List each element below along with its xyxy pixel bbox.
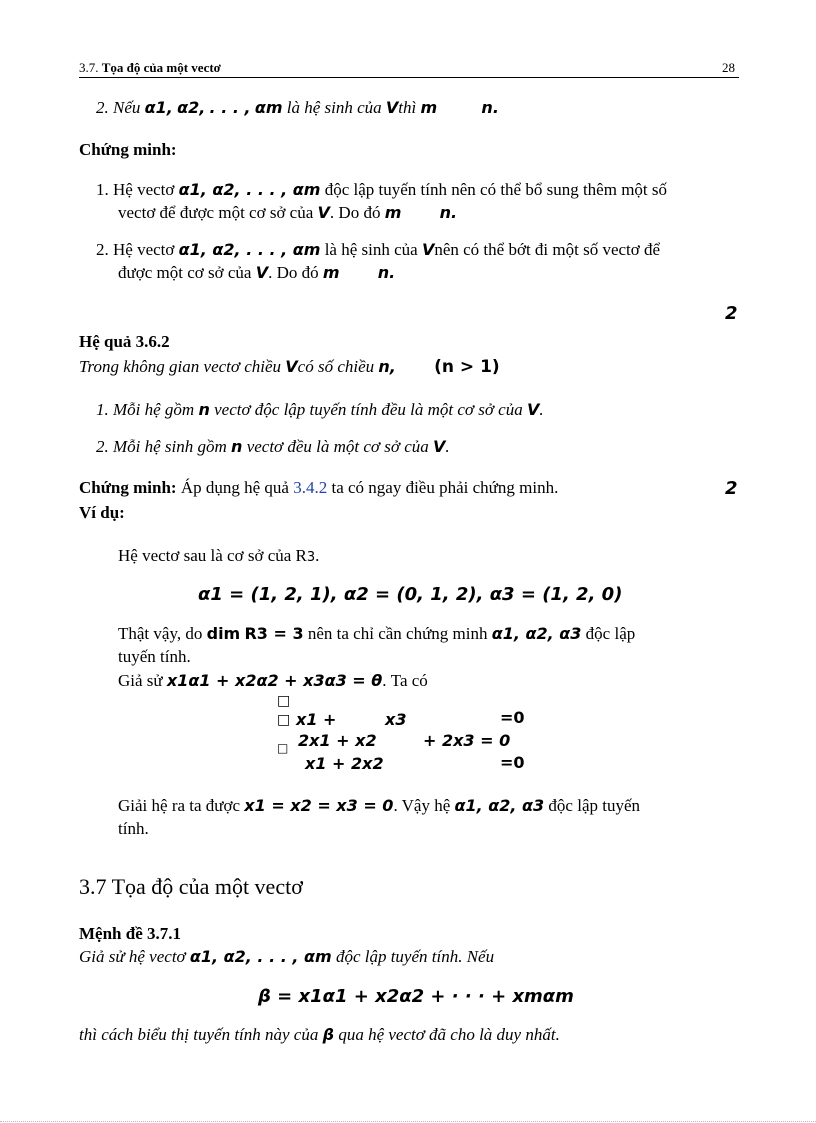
- math-vector-system: α1, α2, α3: [454, 796, 545, 815]
- math-n: n.: [377, 263, 396, 282]
- item-text: thì cách biểu thị tuyến tính này của: [79, 1025, 319, 1044]
- item-text: Áp dụng hệ quả: [180, 478, 289, 497]
- math-V: V: [255, 263, 269, 282]
- proposition-conclusion: [79, 1025, 560, 1045]
- item-text: . Ta có: [382, 671, 428, 690]
- math-V: V: [421, 240, 435, 259]
- example-line-6: [118, 796, 640, 816]
- header-section-prefix: 3.7.: [79, 60, 99, 75]
- corollary-statement: [79, 357, 500, 377]
- system-row-2-b: + 2x3 = 0: [423, 731, 511, 750]
- math-m: m: [384, 203, 402, 222]
- item-text: 1. Hệ vectơ: [96, 180, 175, 199]
- brace-placeholder-icon: □: [277, 712, 291, 728]
- system-row-2-a: 2x1 + x2: [298, 731, 377, 750]
- theorem-item-2: [96, 98, 499, 118]
- math-V: V: [385, 98, 399, 117]
- item-text: . Do đó: [329, 203, 381, 222]
- item-text: 2. Mỗi hệ sinh gồm: [96, 437, 227, 456]
- math-n: n.: [481, 98, 499, 117]
- item-text: là hệ sinh của: [324, 240, 418, 259]
- proposition-title: Mệnh đề 3.7.1: [79, 924, 181, 943]
- item-text: .: [315, 546, 320, 565]
- corollary-item-2: [96, 437, 450, 457]
- header-rule: [79, 77, 739, 78]
- math-n: n,: [378, 357, 396, 376]
- item-text: Giả sử hệ vectơ: [79, 947, 186, 966]
- math-beta: β: [322, 1025, 335, 1044]
- item-text: . Vậy hệ: [393, 796, 451, 815]
- item-text: nên ta chỉ cần chứng minh: [307, 624, 488, 643]
- example-title: Ví dụ:: [79, 503, 125, 522]
- proof-title: Chứng minh:: [79, 140, 177, 159]
- section-heading: 3.7 Tọa độ của một vectơ: [79, 874, 303, 899]
- math-dots: . . . ,: [209, 98, 251, 117]
- header-section-title: Tọa độ của một vectơ: [101, 60, 221, 75]
- qed-mark: 2: [725, 303, 738, 324]
- item-text: vectơ độc lập tuyến tính đều là một cơ sở của: [214, 400, 523, 419]
- qed-mark: 2: [725, 478, 738, 499]
- proposition-statement: [79, 947, 494, 967]
- page-number: 28: [722, 60, 735, 75]
- math-vector-system: α1, α2, α3: [491, 624, 582, 643]
- item-text: ta có ngay điều phải chứng minh.: [331, 478, 559, 497]
- proof-title: Chứng minh:: [79, 478, 177, 497]
- math-R3: R3 = 3: [244, 624, 304, 643]
- item-text: Trong không gian vectơ chiều: [79, 357, 282, 376]
- item-text: vectơ đều là một cơ sở của: [246, 437, 429, 456]
- proof-item-1-line1: [96, 180, 667, 200]
- item-text: nên có thể bớt đi một số vectơ để: [434, 240, 661, 259]
- item-text: độc lập tuyến tính nên có thể bổ sung thêm một số: [324, 180, 668, 199]
- brace-placeholder-icon: □: [277, 693, 291, 709]
- item-text: độc lập tuyến tính. Nếu: [335, 947, 495, 966]
- math-linear-combination: x1α1 + x2α2 + x3α3 = θ: [166, 671, 383, 690]
- math-condition: (n > 1): [434, 357, 500, 377]
- item-text: Giả sử: [118, 671, 163, 690]
- formula-beta: β = x1α1 + x2α2 + · · · + xmαm: [258, 986, 574, 1007]
- item-text: .: [539, 400, 544, 419]
- item-text: 2. Hệ vectơ: [96, 240, 175, 259]
- equation-basis-vectors: α1 = (1, 2, 1), α2 = (0, 1, 2), α3 = (1, 2, 0): [198, 584, 623, 605]
- math-solution: x1 = x2 = x3 = 0: [244, 796, 394, 815]
- item-text: Hệ vectơ sau là cơ sở của R: [118, 546, 307, 565]
- math-alpha2: α2,: [177, 98, 206, 117]
- item-text: Thật vậy, do: [118, 624, 203, 643]
- system-row-1-b: x3: [385, 710, 407, 729]
- example-line-4: tuyến tính.: [118, 647, 191, 666]
- item-text: 2. Nếu: [96, 98, 141, 117]
- math-vector-system: α1, α2, . . . , αm: [178, 180, 321, 199]
- math-m: m: [322, 263, 340, 282]
- running-header: [79, 60, 221, 76]
- proof-item-2-line2: [118, 263, 395, 283]
- item-text: Giải hệ ra ta được: [118, 796, 241, 815]
- math-V: V: [285, 357, 298, 376]
- item-text: độc lập: [585, 624, 636, 643]
- item-text: . Do đó: [268, 263, 319, 282]
- math-V: V: [526, 400, 540, 419]
- system-row-3-a: x1 + 2x2: [305, 754, 384, 773]
- math-alpham: αm: [254, 98, 283, 117]
- math-V: V: [433, 437, 446, 456]
- example-line-7: tính.: [118, 819, 149, 838]
- proof-item-1-line2: [118, 203, 457, 223]
- superscript: 3: [306, 550, 316, 565]
- system-row-3-c: =0: [500, 753, 525, 772]
- item-text: độc lập tuyến: [548, 796, 641, 815]
- item-text: có số chiều: [297, 357, 375, 376]
- math-alpha1: α1,: [144, 98, 173, 117]
- math-n: n: [198, 400, 210, 419]
- system-row-1-a: x1 +: [296, 710, 337, 729]
- reference-link[interactable]: 3.4.2: [293, 478, 328, 497]
- math-m: m: [420, 98, 438, 117]
- item-text: thì: [398, 98, 417, 117]
- system-row-1-c: =0: [500, 708, 525, 727]
- item-text: qua hệ vectơ đã cho là duy nhất.: [338, 1025, 560, 1044]
- proof-item-2-line1: [96, 240, 660, 260]
- example-line-3: [118, 624, 635, 644]
- item-text: được một cơ sở của: [118, 263, 252, 282]
- brace-placeholder-icon: □: [277, 741, 289, 755]
- item-text: vectơ để được một cơ sở của: [118, 203, 314, 222]
- item-text: .: [445, 437, 450, 456]
- example-line-1: [118, 546, 319, 566]
- math-vector-system: α1, α2, . . . , αm: [178, 240, 321, 259]
- math-V: V: [317, 203, 330, 222]
- example-line-5: [118, 671, 428, 691]
- corollary-item-1: [96, 400, 544, 420]
- math-dim: dim: [206, 624, 241, 643]
- item-text: là hệ sinh của: [286, 98, 382, 117]
- math-n: n.: [439, 203, 458, 222]
- math-n: n: [231, 437, 243, 456]
- item-text: 1. Mỗi hệ gồm: [96, 400, 195, 419]
- math-vector-system: α1, α2, . . . , αm: [189, 947, 332, 966]
- corollary-title: Hệ quả 3.6.2: [79, 332, 170, 351]
- proof-2: [79, 478, 558, 498]
- page-bottom-border: [0, 1121, 816, 1122]
